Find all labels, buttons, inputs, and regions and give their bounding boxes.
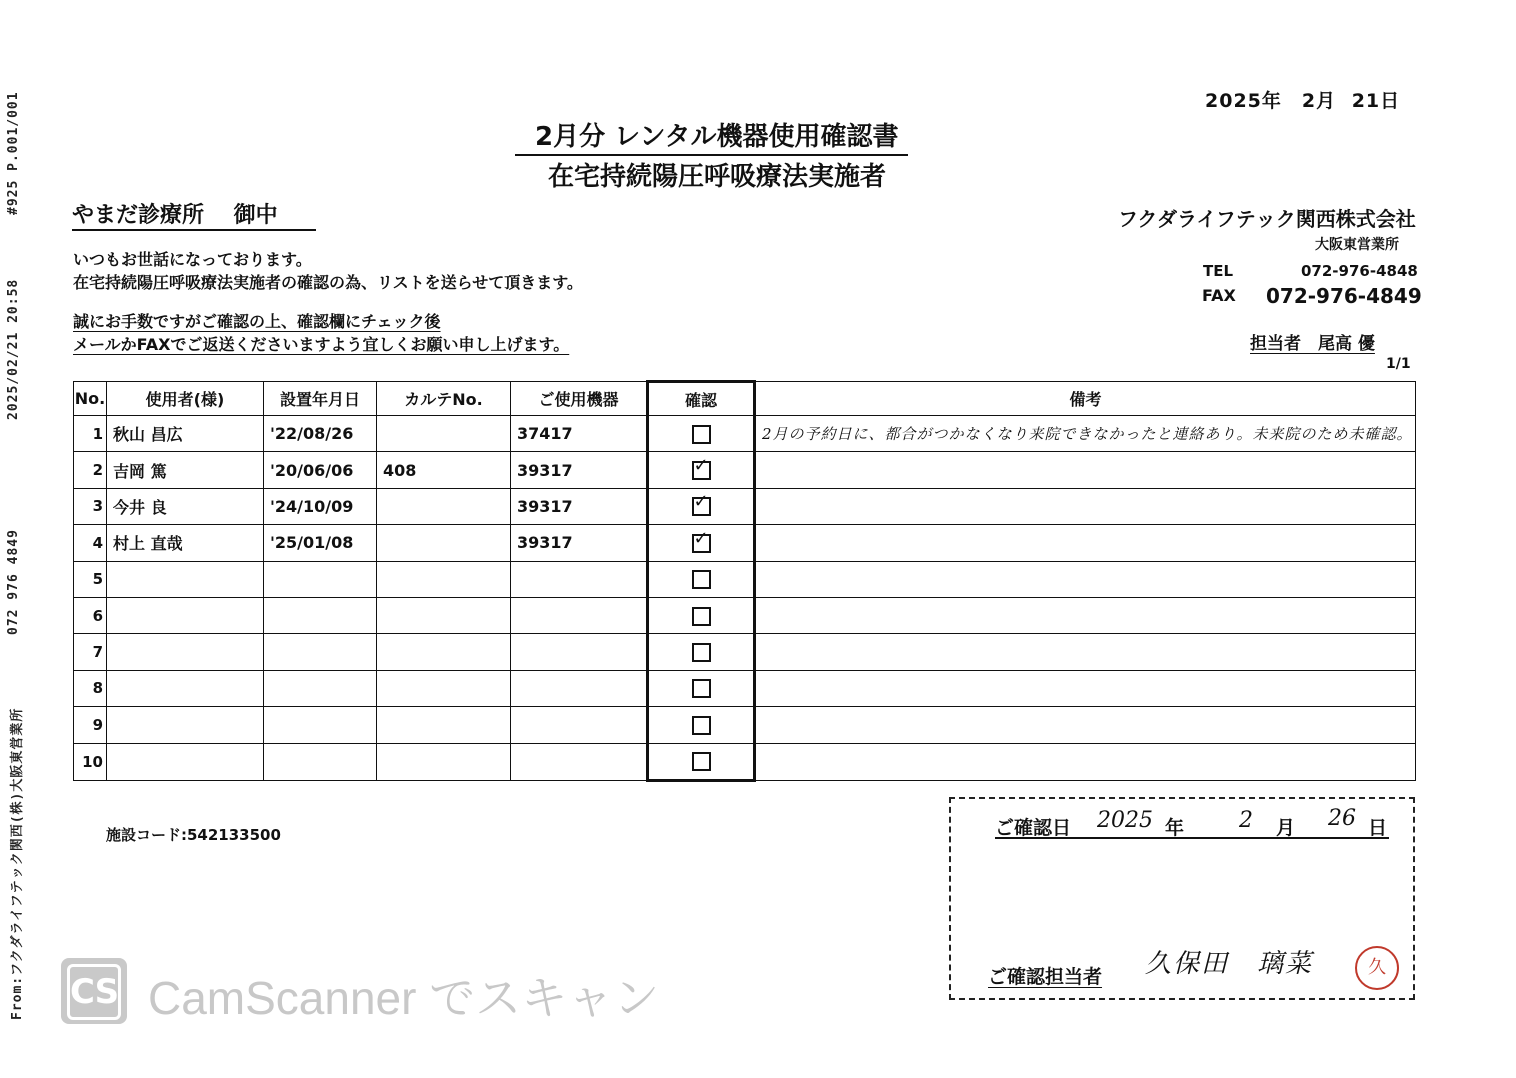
- row-chart-no: [377, 707, 511, 743]
- row-check-cell: [648, 597, 755, 633]
- row-remarks: [755, 597, 1416, 633]
- row-device: [511, 634, 648, 670]
- row-check-cell: [648, 561, 755, 597]
- row-no: 9: [74, 707, 107, 743]
- document-date: 2025年 2月 21日: [1205, 90, 1401, 112]
- row-install-date: '25/01/08: [264, 525, 377, 561]
- header-no: No.: [74, 382, 107, 416]
- confirm-checkbox[interactable]: [692, 455, 711, 480]
- table-row: [74, 634, 1416, 670]
- row-remarks: 2月の予約日に、都合がつかなくなり来院できなかったと連絡あり。未来院のため未確認。: [755, 416, 1416, 452]
- request-line-1: 誠にお手数ですがご確認の上、確認欄にチェック後: [73, 312, 441, 331]
- row-install-date: '24/10/09: [264, 488, 377, 524]
- confirm-checkbox[interactable]: [692, 491, 711, 516]
- row-no: 10: [74, 743, 107, 780]
- greeting-line-2: 在宅持続陽圧呼吸療法実施者の確認の為、リストを送らせて頂きます。: [73, 273, 583, 292]
- table-row: [74, 597, 1416, 633]
- row-user: [107, 561, 264, 597]
- fax-number-main: 072-976-4849: [1266, 284, 1422, 308]
- row-device: 39317: [511, 525, 648, 561]
- recipient-name: やまだ診療所 御中: [72, 198, 316, 231]
- row-chart-no: [377, 525, 511, 561]
- header-remarks: 備考: [755, 382, 1416, 416]
- row-remarks: [755, 452, 1416, 488]
- row-chart-no: [377, 488, 511, 524]
- row-device: [511, 597, 648, 633]
- confirm-year-kanji: 年: [1165, 817, 1185, 839]
- check-mark-icon: ✓: [693, 527, 709, 549]
- table-row: [74, 670, 1416, 706]
- row-user: 秋山 昌広: [107, 416, 264, 452]
- row-chart-no: [377, 597, 511, 633]
- company-staff: 担当者 尾高 優: [1250, 334, 1375, 354]
- row-user: [107, 707, 264, 743]
- table-row: [74, 525, 1416, 561]
- row-no: 3: [74, 488, 107, 524]
- row-install-date: [264, 707, 377, 743]
- row-chart-no: [377, 634, 511, 670]
- row-chart-no: [377, 670, 511, 706]
- confirm-checkbox[interactable]: [692, 425, 711, 444]
- row-check-cell: [648, 743, 755, 780]
- personal-seal-stamp: 久: [1355, 946, 1399, 990]
- confirm-date-label: ご確認日: [995, 817, 1072, 839]
- header-install-date: 設置年月日: [264, 382, 377, 416]
- row-remarks: [755, 488, 1416, 524]
- greeting-line-1: いつもお世話になっております。: [73, 250, 312, 269]
- header-chart-no: カルテNo.: [377, 382, 511, 416]
- confirm-month[interactable]: 2: [1239, 808, 1253, 833]
- row-remarks: [755, 525, 1416, 561]
- request-line-2: メールかFAXでご返送くださいますよう宜しくお願い申し上げます。: [73, 335, 570, 354]
- table-row: [74, 452, 1416, 488]
- row-user: 村上 直哉: [107, 525, 264, 561]
- check-mark-icon: ✓: [693, 491, 709, 513]
- row-no: 1: [74, 416, 107, 452]
- table-header-row: [74, 382, 1416, 416]
- row-user: [107, 743, 264, 780]
- row-device: 37417: [511, 416, 648, 452]
- tel-label: TEL: [1203, 262, 1234, 280]
- row-device: [511, 707, 648, 743]
- row-install-date: '22/08/26: [264, 416, 377, 452]
- document-title: 2月分 レンタル機器使用確認書: [515, 116, 908, 156]
- confirm-checkbox[interactable]: [692, 752, 711, 771]
- row-chart-no: 408: [377, 452, 511, 488]
- table-row: [74, 416, 1416, 452]
- row-remarks: [755, 670, 1416, 706]
- row-user: 今井 良: [107, 488, 264, 524]
- table-row: [74, 488, 1416, 524]
- confirm-date-underline: [995, 837, 1389, 839]
- camscanner-logo-text: CS: [67, 964, 121, 1020]
- row-user: [107, 670, 264, 706]
- row-install-date: [264, 670, 377, 706]
- row-check-cell: [648, 707, 755, 743]
- confirm-checkbox[interactable]: [692, 716, 711, 735]
- table-row: [74, 707, 1416, 743]
- header-check: 確認: [648, 382, 755, 416]
- row-device: 39317: [511, 488, 648, 524]
- document-subtitle: 在宅持続陽圧呼吸療法実施者: [548, 162, 887, 192]
- camscanner-logo-icon: [61, 958, 127, 1024]
- confirm-checkbox[interactable]: [692, 570, 711, 589]
- row-remarks: [755, 561, 1416, 597]
- row-chart-no: [377, 416, 511, 452]
- row-check-cell: [648, 634, 755, 670]
- facility-code: 施設コード:542133500: [106, 826, 281, 844]
- fax-page: #925 P.001/001: [6, 91, 21, 215]
- row-install-date: [264, 561, 377, 597]
- rental-table: [73, 380, 1415, 782]
- row-check-cell: [648, 416, 755, 452]
- page-count: 1/1: [1386, 356, 1411, 372]
- row-check-cell: [648, 488, 755, 524]
- header-device: ご使用機器: [511, 382, 648, 416]
- row-install-date: [264, 743, 377, 780]
- row-no: 8: [74, 670, 107, 706]
- row-user: [107, 634, 264, 670]
- tel-number: 072-976-4848: [1301, 262, 1418, 280]
- row-no: 5: [74, 561, 107, 597]
- confirm-checkbox[interactable]: [692, 607, 711, 626]
- company-branch: 大阪東営業所: [1315, 237, 1399, 253]
- confirm-day-kanji: 日: [1368, 817, 1388, 839]
- row-device: [511, 561, 648, 597]
- confirm-checkbox[interactable]: [692, 679, 711, 698]
- row-no: 7: [74, 634, 107, 670]
- header-user: 使用者(様): [107, 382, 264, 416]
- row-device: [511, 670, 648, 706]
- row-install-date: '20/06/06: [264, 452, 377, 488]
- confirm-checkbox[interactable]: [692, 527, 711, 553]
- fax-label: FAX: [1202, 286, 1236, 305]
- row-no: 6: [74, 597, 107, 633]
- row-chart-no: [377, 561, 511, 597]
- row-check-cell: [648, 525, 755, 561]
- row-user: 吉岡 篤: [107, 452, 264, 488]
- fax-datetime: 2025/02/21 20:58: [6, 278, 21, 420]
- row-install-date: [264, 597, 377, 633]
- row-remarks: [755, 707, 1416, 743]
- confirm-staff-name[interactable]: 久保田 璃菜: [1145, 949, 1314, 979]
- row-no: 4: [74, 525, 107, 561]
- row-no: 2: [74, 452, 107, 488]
- confirm-staff-label: ご確認担当者: [988, 966, 1103, 988]
- company-name: フクダライフテック関西株式会社: [1118, 207, 1416, 231]
- confirm-month-kanji: 月: [1276, 817, 1296, 839]
- table-row: [74, 561, 1416, 597]
- confirm-checkbox[interactable]: [692, 643, 711, 662]
- row-user: [107, 597, 264, 633]
- row-device: 39317: [511, 452, 648, 488]
- row-check-cell: [648, 452, 755, 488]
- confirm-day[interactable]: 26: [1328, 806, 1356, 831]
- table-row: [74, 743, 1416, 780]
- fax-number: 072 976 4849: [6, 529, 21, 635]
- row-chart-no: [377, 743, 511, 780]
- check-mark-icon: ✓: [693, 455, 709, 477]
- row-install-date: [264, 634, 377, 670]
- row-device: [511, 743, 648, 780]
- row-remarks: [755, 634, 1416, 670]
- row-check-cell: [648, 670, 755, 706]
- row-remarks: [755, 743, 1416, 780]
- camscanner-watermark: CamScanner でスキャン: [148, 972, 660, 1024]
- confirm-year[interactable]: 2025: [1097, 808, 1153, 833]
- fax-from: From:フクダライフテック関西(株)大阪東営業所: [10, 707, 25, 1020]
